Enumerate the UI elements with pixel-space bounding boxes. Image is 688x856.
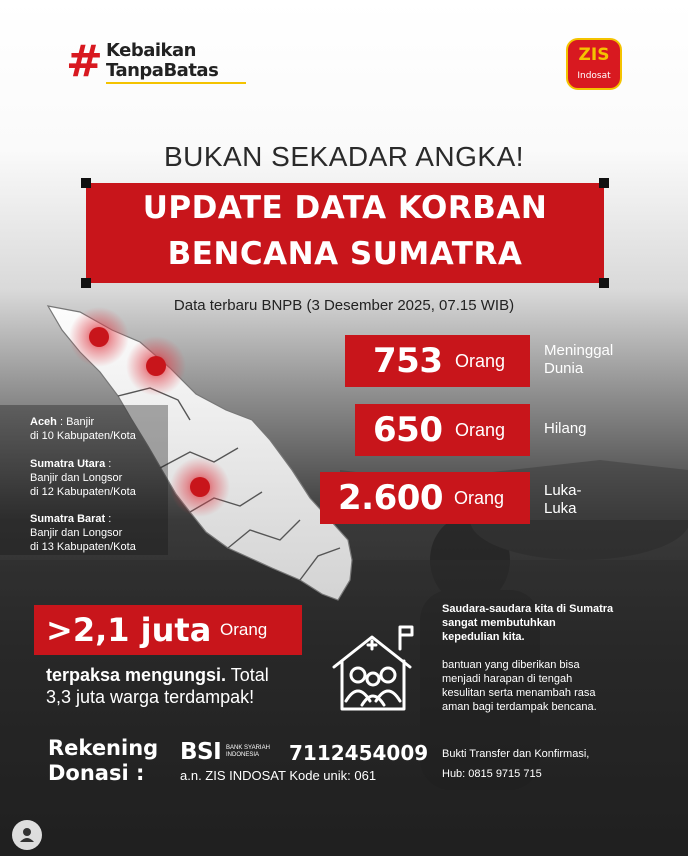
appeal-heading-line: Saudara-saudara kita di Sumatra [442,603,614,615]
region-line-2: di 10 Kabupaten/Kota [30,430,136,442]
region-line-3: di 13 Kabupaten/Kota [30,541,136,553]
region-line-3: di 12 Kabupaten/Kota [30,486,136,498]
account-number: 7112454009 [289,741,429,765]
corner-handle [81,178,91,188]
stat-missing [355,404,530,456]
person-icon [12,820,42,850]
region-aceh [30,415,136,443]
refugee-number: >2,1 juta [46,611,212,649]
region-line-1: : [105,458,112,470]
appeal-body-line: bantuan yang diberikan bisa [442,659,580,671]
bsi-bank-logo [180,737,290,767]
stat-number: 2.600 [338,478,444,518]
zis-logo-subtext: Indosat [577,71,611,81]
zis-logo-text: ZIS [578,45,610,65]
stat-unit: Orang [454,488,505,508]
donation-heading-line: Donasi : [48,761,145,785]
hash-symbol: # [66,36,103,87]
stat-label-line: Meninggal [544,342,614,359]
kicker-heading: BUKAN SEKADAR ANGKA! [163,141,525,172]
confirmation-info [442,744,657,784]
appeal-body-line: aman bagi terdampak bencana. [442,701,597,713]
bsi-sub-line: BANK SYARIAH [226,745,270,751]
region-sumatra-utara [30,457,136,499]
stat-label-line: Luka- [544,482,582,499]
stat-label-deaths [544,342,613,378]
region-name: Sumatra Barat [30,513,106,525]
stat-label-line: Hilang [544,420,587,437]
refugee-rest: Total [226,665,269,685]
title-line-2: BENCANA SUMATRA [167,236,523,272]
refugee-line-1 [46,664,326,686]
appeal-body [442,658,657,714]
stat-label-line: Luka [544,500,577,517]
refugee-bold: terpaksa mengungsi. [46,665,227,685]
title-line-1: UPDATE DATA KORBAN [142,190,548,226]
appeal-heading-line: sangat membutuhkan [442,617,556,629]
region-line-1: : Banjir [56,416,95,428]
data-source: Data terbaru BNPB (3 Desember 2025, 07.15 WIB) [173,297,515,314]
stat-deaths [345,335,530,387]
region-line-1: : [105,513,112,525]
stat-label-missing [544,420,587,438]
shelter-icon [328,625,424,713]
title-banner [86,183,604,283]
stat-number: 650 [373,410,443,450]
appeal-heading-line: kepedulian kita. [442,631,525,643]
region-sumatra-barat [30,512,136,554]
stat-unit: Orang [455,351,506,371]
corner-handle [81,278,91,288]
stat-injured [320,472,530,524]
region-line-2: Banjir dan Longsor [30,527,123,539]
refugee-banner [34,605,302,655]
stat-number: 753 [373,341,443,381]
refugee-description [46,664,326,708]
refugee-unit: Orang [220,620,268,639]
profile-tag-button[interactable] [12,820,42,850]
bsi-logo-subtext [226,745,270,759]
stat-unit: Orang [455,420,506,440]
bsi-sub-line: INDONESIA [226,752,260,758]
account-name: a.n. ZIS INDOSAT Kode unik: 061 [180,768,377,783]
region-line [30,415,136,429]
appeal-heading [442,602,657,644]
region-line [30,457,136,471]
corner-handle [599,278,609,288]
region-line-2: Banjir dan Longsor [30,472,123,484]
zis-indosat-logo [566,38,622,90]
donation-heading-line: Rekening [48,736,159,760]
refugee-line-2: 3,3 juta warga terdampak! [46,687,255,707]
hashtag-logo [66,36,246,87]
hashtag-line-1: Kebaikan [106,40,196,61]
region-line [30,512,136,526]
bsi-logo-text: BSI [180,739,222,765]
appeal-body-line: kesulitan serta menambah rasa [442,687,596,699]
stat-label-injured [544,482,582,518]
confirmation-line: Bukti Transfer dan Konfirmasi, [442,748,590,760]
donation-heading [48,736,158,786]
hashtag-underline [106,82,246,84]
region-name: Sumatra Utara [30,458,106,470]
confirmation-phone: Hub: 0815 9715 715 [442,768,542,780]
stat-label-line: Dunia [544,360,584,377]
region-name: Aceh [30,416,57,428]
hashtag-line-2: TanpaBatas [106,60,219,81]
corner-handle [599,178,609,188]
appeal-body-line: menjadi harapan di tengah [442,673,573,685]
